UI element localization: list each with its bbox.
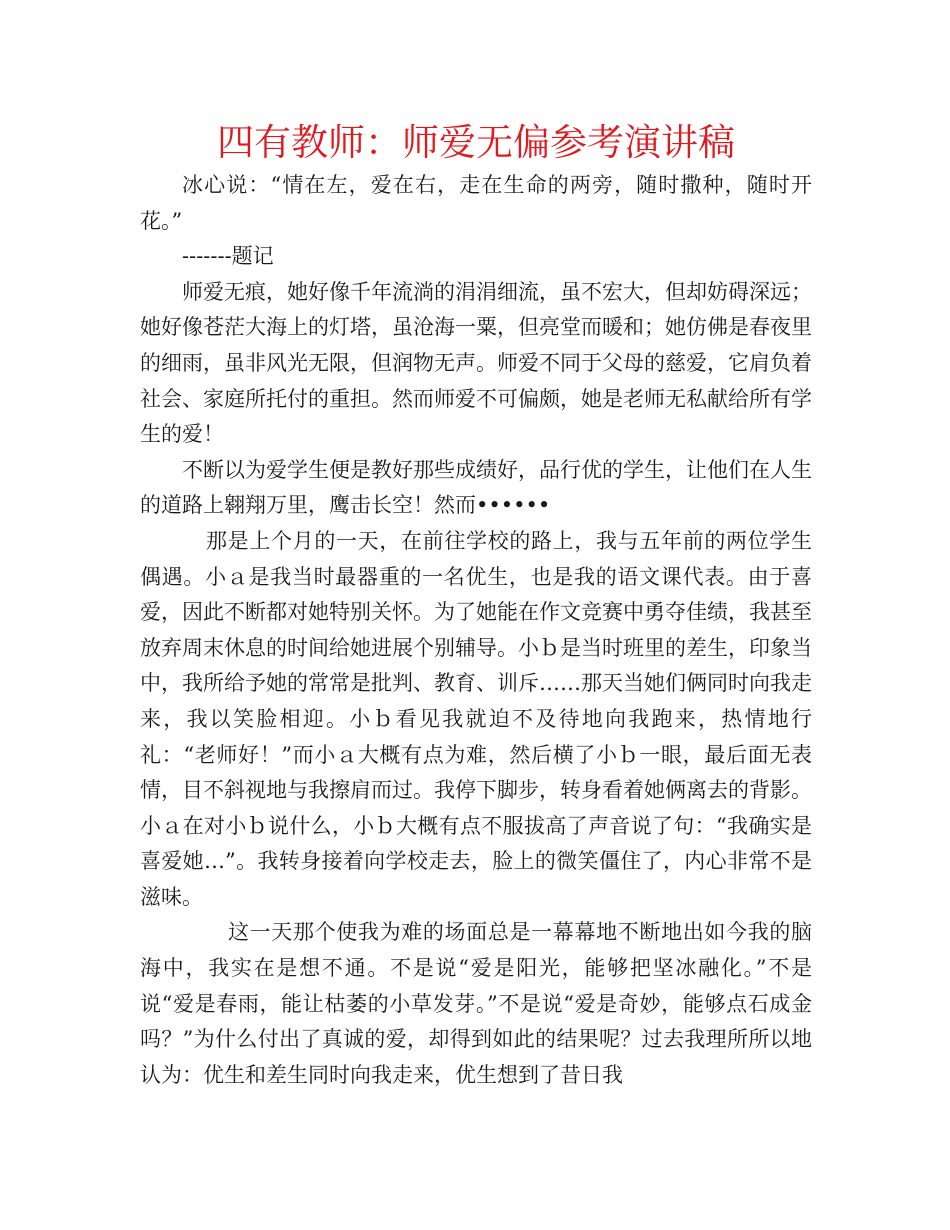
document-title: 四有教师：师爱无偏参考演讲稿	[217, 121, 735, 164]
paragraph-encounter: 那是上个月的一天，在前往学校的路上，我与五年前的两位学生偶遇。小ａ是我当时最器重的一名优生，也是我的语文课代表。由于喜爱，因此不断都对她特别关怀。为了她能在作文竞赛中勇夺佳绩，我甚至放弃周末休息的时间给她进展个别辅导。小ｂ是当时班里的差生，印象当中，我所给予她的常常是批判、教育、训斥……那天当她们俩同时向我走来，我以笑脸相迎。小ｂ看见我就迫不及待地向我跑来，热情地行礼：“老师好！”而小ａ大概有点为难，然后横了小ｂ一眼，最后面无表情，目不斜视地与我擦肩而过。我停下脚步，转身看着她俩离去的背影。小ａ在对小ｂ说什么，小ｂ大概有点不服拔高了声音说了句：“我确实是喜爱她…”。我转身接着向学校走去，脸上的微笑僵住了，内心非常不是滋味。	[140, 528, 812, 909]
paragraph-teacher-love: 师爱无痕，她好像千年流淌的涓涓细流，虽不宏大，但却妨碍深远；她好像苍茫大海上的灯塔，虽沧海一粟，但亮堂而暖和；她仿佛是春夜里的细雨，虽非风光无限，但润物无声。师爱不同于父母的慈爱，它肩负着社会、家庭所托付的重担。然而师爱不可偏颇，她是老师无私献给所有学生的爱！	[140, 279, 812, 447]
paragraph-quote: 冰心说：“情在左，爱在右，走在生命的两旁，随时撒种，随时开花。”	[140, 173, 812, 233]
paragraph-belief: 不断以为爱学生便是教好那些成绩好，品行优的学生，让他们在人生的道路上翱翔万里，鹰击长空！然而••••••	[140, 457, 812, 518]
paragraph-reflection: 这一天那个使我为难的场面总是一幕幕地不断地出如今我的脑海中，我实在是想不通。不是说“爱是阳光，能够把坚冰融化。”不是说“爱是春雨，能让枯萎的小草发芽。”不是说“爱是奇妙，能够点石成金吗？”为什么付出了真诚的爱，却得到如此的结果呢？过去我理所所以地认为：优生和差生同时向我走来，优生想到了昔日我	[140, 920, 812, 1087]
document-page	[140, 118, 812, 1218]
paragraph-epigraph-signoff: -------题记	[182, 244, 274, 269]
